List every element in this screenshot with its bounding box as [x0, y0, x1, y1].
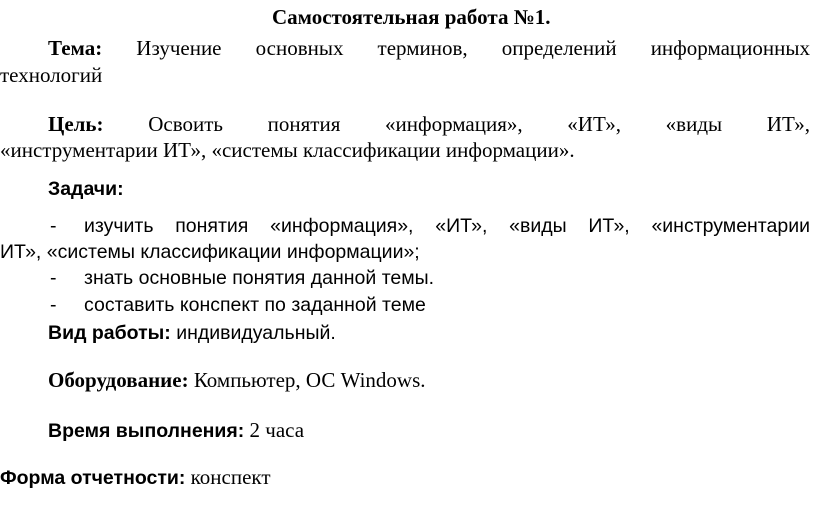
- equipment-label: Оборудование:: [48, 368, 189, 392]
- task-1-line-2: ИТ», «системы классификации информации»;: [0, 241, 420, 263]
- equipment-value: Компьютер, ОС Windows.: [193, 368, 426, 392]
- topic-line-2: технологий: [0, 63, 103, 87]
- report-form-value: конспект: [190, 465, 271, 489]
- goal-text: Освоить понятия «информация», «ИТ», «виды ИТ»,: [148, 112, 810, 136]
- task-2-text: знать основные понятия данной темы.: [84, 267, 435, 289]
- goal-label: Цель:: [48, 112, 104, 136]
- work-type-value: индивидуальный.: [176, 322, 336, 344]
- work-type-line: [48, 320, 336, 346]
- task-dash-2: -: [50, 267, 57, 289]
- duration-line: [48, 417, 304, 444]
- topic-line-1: [48, 35, 810, 61]
- task-1-line-1: изучить понятия «информация», «ИТ», «виды ИТ», «инструментарии: [84, 215, 810, 237]
- equipment-line: [48, 367, 426, 393]
- topic-label: Тема:: [48, 36, 103, 60]
- task-dash-1: -: [50, 215, 57, 237]
- work-type-label: Вид работы:: [48, 322, 171, 344]
- report-form-label: Форма отчетности:: [0, 467, 186, 489]
- goal-line-1: [48, 111, 810, 137]
- duration-value: 2 часа: [249, 418, 305, 442]
- tasks-label: Задачи:: [48, 178, 124, 200]
- duration-label: Время выполнения:: [48, 420, 245, 442]
- topic-text: Изучение основных терминов, определений информационных: [136, 36, 810, 60]
- task-dash-3: -: [50, 294, 57, 316]
- task-3-text: составить конспект по заданной теме: [84, 294, 426, 316]
- page-title: Самостоятельная работа №1.: [272, 5, 551, 29]
- goal-line-2: «инструментарии ИТ», «системы классификации информации».: [0, 138, 575, 162]
- report-form-line: [0, 464, 271, 491]
